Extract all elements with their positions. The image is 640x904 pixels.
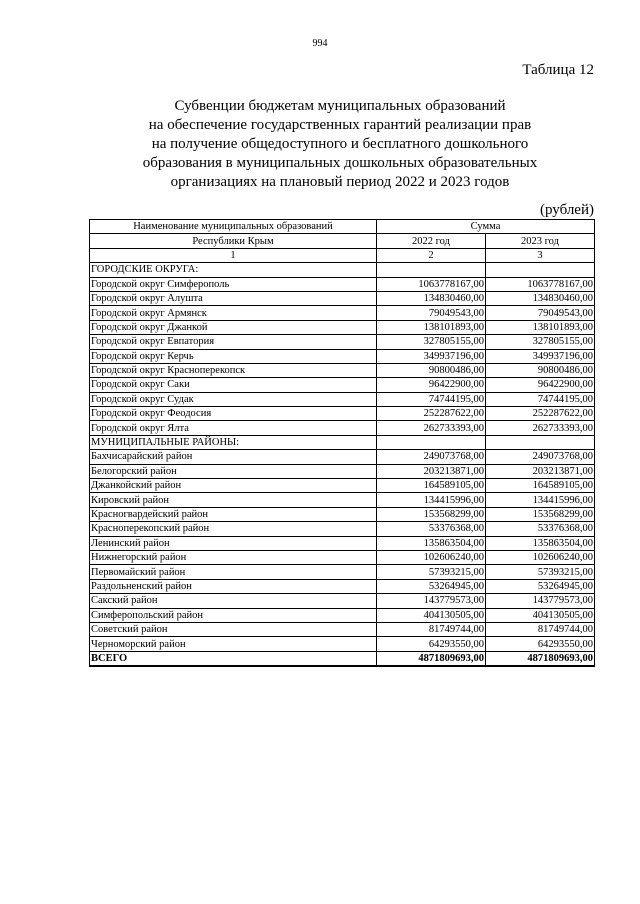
row-name: Белогорский район [90, 464, 377, 478]
value-2023: 327805155,00 [486, 335, 595, 349]
row-name: Черноморский район [90, 637, 377, 651]
row-name: Городской округ Керчь [90, 349, 377, 363]
table-row [90, 392, 595, 406]
value-2022: 262733393,00 [377, 421, 486, 435]
value-2023: 53376368,00 [486, 522, 595, 536]
value-2023: 143779573,00 [486, 594, 595, 608]
table-row [90, 579, 595, 593]
column-number-row [90, 248, 595, 262]
value-2022 [377, 435, 486, 449]
row-name: Красногвардейский район [90, 507, 377, 521]
value-2022: 64293550,00 [377, 637, 486, 651]
total-2023: 4871809693,00 [486, 651, 595, 666]
title-line: Субвенции бюджетам муниципальных образований [174, 98, 506, 114]
row-name: Городской округ Евпатория [90, 335, 377, 349]
value-2022: 404130505,00 [377, 608, 486, 622]
row-name: Городской округ Ялта [90, 421, 377, 435]
value-2022: 153568299,00 [377, 507, 486, 521]
sum-column-header: Сумма [377, 220, 595, 234]
row-name: Сакский район [90, 594, 377, 608]
table-row [90, 363, 595, 377]
table-row [90, 291, 595, 305]
value-2022: 134415996,00 [377, 493, 486, 507]
value-2022: 96422900,00 [377, 378, 486, 392]
value-2023 [486, 263, 595, 277]
row-name: МУНИЦИПАЛЬНЫЕ РАЙОНЫ: [90, 435, 377, 449]
header-row [90, 220, 595, 234]
table-row [90, 277, 595, 291]
row-name: Джанкойский район [90, 479, 377, 493]
table-row [90, 349, 595, 363]
row-name: Симферопольский район [90, 608, 377, 622]
value-2023: 249073768,00 [486, 450, 595, 464]
column-number: 1 [90, 248, 377, 262]
value-2023: 1063778167,00 [486, 277, 595, 291]
row-name: Городской округ Феодосия [90, 407, 377, 421]
row-name: Городской округ Симферополь [90, 277, 377, 291]
column-number: 3 [486, 248, 595, 262]
table-row [90, 565, 595, 579]
value-2022: 74744195,00 [377, 392, 486, 406]
total-2022: 4871809693,00 [377, 651, 486, 666]
value-2022: 57393215,00 [377, 565, 486, 579]
value-2022: 90800486,00 [377, 363, 486, 377]
value-2022: 81749744,00 [377, 622, 486, 636]
row-name: ГОРОДСКИЕ ОКРУГА: [90, 263, 377, 277]
value-2022: 252287622,00 [377, 407, 486, 421]
title-line: образования в муниципальных дошкольных образовательных [142, 155, 538, 171]
row-name: Нижнегорский район [90, 550, 377, 564]
header-row [90, 234, 595, 248]
table-row [90, 507, 595, 521]
table-row [90, 335, 595, 349]
row-name: Городской округ Судак [90, 392, 377, 406]
row-name: Бахчисарайский район [90, 450, 377, 464]
row-name: Ленинский район [90, 536, 377, 550]
value-2022: 203213871,00 [377, 464, 486, 478]
value-2023: 404130505,00 [486, 608, 595, 622]
value-2022: 327805155,00 [377, 335, 486, 349]
table-row [90, 637, 595, 651]
table-row [90, 536, 595, 550]
row-name: Первомайский район [90, 565, 377, 579]
value-2023: 164589105,00 [486, 479, 595, 493]
table-row [90, 464, 595, 478]
value-2023: 349937196,00 [486, 349, 595, 363]
value-2022: 1063778167,00 [377, 277, 486, 291]
value-2022: 143779573,00 [377, 594, 486, 608]
value-2022: 249073768,00 [377, 450, 486, 464]
column-number: 2 [377, 248, 486, 262]
title-line: на получение общедоступного и бесплатного дошкольного [151, 136, 529, 152]
value-2022 [377, 263, 486, 277]
value-2022: 53264945,00 [377, 579, 486, 593]
table-row [90, 608, 595, 622]
row-name: Городской округ Армянск [90, 306, 377, 320]
row-name: Городской округ Алушта [90, 291, 377, 305]
value-2023: 203213871,00 [486, 464, 595, 478]
value-2023: 74744195,00 [486, 392, 595, 406]
row-name: Раздольненский район [90, 579, 377, 593]
table-row [90, 522, 595, 536]
units-label: (рублей) [539, 202, 594, 218]
table-row [90, 306, 595, 320]
total-label: ВСЕГО [90, 651, 377, 666]
subventions-table [89, 219, 595, 667]
value-2023: 57393215,00 [486, 565, 595, 579]
value-2023: 134830460,00 [486, 291, 595, 305]
document-title [90, 97, 590, 192]
value-2023: 153568299,00 [486, 507, 595, 521]
value-2022: 138101893,00 [377, 320, 486, 334]
row-name: Городской округ Красноперекопск [90, 363, 377, 377]
value-2023: 90800486,00 [486, 363, 595, 377]
table-row [90, 479, 595, 493]
row-name: Городской округ Джанкой [90, 320, 377, 334]
value-2023: 138101893,00 [486, 320, 595, 334]
total-row [90, 651, 595, 666]
row-name: Городской округ Саки [90, 378, 377, 392]
value-2023: 53264945,00 [486, 579, 595, 593]
value-2022: 135863504,00 [377, 536, 486, 550]
name-column-header: Наименование муниципальных образований [90, 220, 377, 234]
value-2023: 64293550,00 [486, 637, 595, 651]
table-row [90, 622, 595, 636]
table-row [90, 263, 595, 277]
title-line: организациях на плановый период 2022 и 2023 годов [170, 174, 510, 190]
row-name: Советский район [90, 622, 377, 636]
table-row [90, 594, 595, 608]
value-2022: 134830460,00 [377, 291, 486, 305]
table-row [90, 407, 595, 421]
value-2023: 96422900,00 [486, 378, 595, 392]
page-number: 994 [312, 38, 328, 49]
table-body [90, 263, 595, 652]
value-2023: 81749744,00 [486, 622, 595, 636]
value-2023: 252287622,00 [486, 407, 595, 421]
table-row [90, 450, 595, 464]
table-row [90, 378, 595, 392]
value-2022: 349937196,00 [377, 349, 486, 363]
table-row [90, 421, 595, 435]
row-name: Красноперекопский район [90, 522, 377, 536]
table-row [90, 550, 595, 564]
value-2023: 262733393,00 [486, 421, 595, 435]
year-2023-header: 2023 год [486, 234, 595, 248]
table-row [90, 320, 595, 334]
value-2023: 134415996,00 [486, 493, 595, 507]
table-label: Таблица 12 [522, 62, 594, 78]
value-2022: 102606240,00 [377, 550, 486, 564]
value-2022: 164589105,00 [377, 479, 486, 493]
year-2022-header: 2022 год [377, 234, 486, 248]
table-row [90, 435, 595, 449]
table-row [90, 493, 595, 507]
value-2023: 135863504,00 [486, 536, 595, 550]
value-2022: 53376368,00 [377, 522, 486, 536]
title-line: на обеспечение государственных гарантий реализации прав [148, 117, 532, 133]
value-2023: 79049543,00 [486, 306, 595, 320]
value-2023 [486, 435, 595, 449]
name-column-header-line2: Республики Крым [90, 234, 377, 248]
value-2023: 102606240,00 [486, 550, 595, 564]
value-2022: 79049543,00 [377, 306, 486, 320]
row-name: Кировский район [90, 493, 377, 507]
